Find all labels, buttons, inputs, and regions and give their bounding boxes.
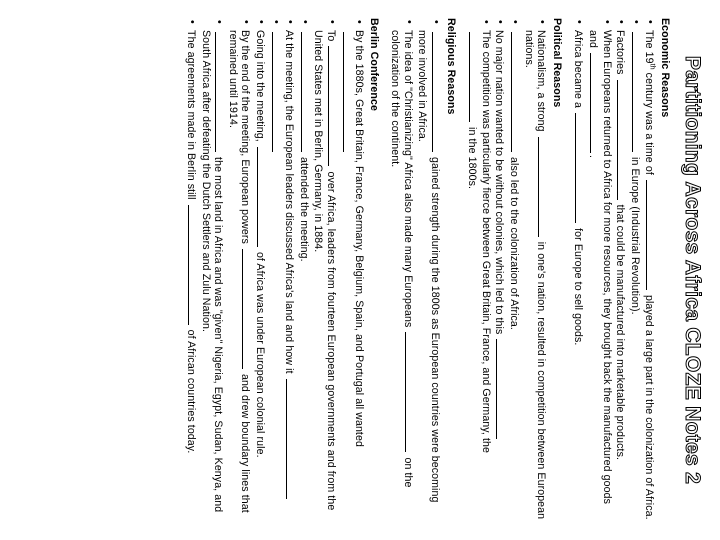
- text: on the colonization of the continent.: [389, 30, 414, 488]
- list-item: [522, 18, 548, 522]
- text: that could be manufactured into marketable products.: [614, 204, 627, 461]
- list-item: [507, 18, 521, 522]
- text: over Africa, leaders from fourteen European governments and from the United States met in Berlin, Germany, in 1884.: [312, 30, 337, 511]
- text: century was a time of: [643, 69, 656, 175]
- text: for Europe to sell goods.: [572, 228, 585, 346]
- fill-in-blank[interactable]: [469, 32, 479, 122]
- list-item: [199, 18, 225, 522]
- fill-in-blank[interactable]: [575, 113, 585, 223]
- list-item: [226, 18, 252, 522]
- text: To: [324, 30, 337, 42]
- fill-in-blank[interactable]: [646, 180, 656, 290]
- fill-in-blank[interactable]: [328, 46, 338, 166]
- text: Africa became a: [572, 30, 585, 109]
- text: in Europe (Industrial Revolution).: [628, 157, 641, 315]
- economic-reasons-section: [572, 18, 671, 522]
- text: By the 1880s, Great Britain, France, Germany, Belgium, Spain, and Portugal all wanted: [353, 30, 366, 447]
- fill-in-blank[interactable]: [272, 32, 282, 152]
- section-heading-religious: Religious Reasons: [444, 18, 457, 115]
- list-item: [466, 18, 492, 522]
- list-item: [389, 18, 415, 522]
- text: No major nation wanted to be without colonies, which led to this: [493, 30, 506, 335]
- text: The agreements made in Berlin still: [185, 30, 197, 200]
- text: .: [587, 155, 600, 159]
- fill-in-blank[interactable]: [215, 32, 225, 152]
- text: in the 1800s.: [466, 127, 479, 190]
- political-reasons-section: [466, 18, 563, 522]
- text: The idea of "Christianizing" Africa also made many Europeans: [401, 30, 414, 328]
- list-item: [416, 18, 442, 522]
- text: Going into the meeting,: [253, 30, 266, 142]
- worksheet: [8, 8, 712, 532]
- text: played a large part in the colonization of Africa.: [643, 294, 656, 520]
- text: of African countries today.: [185, 329, 197, 454]
- list-item: [614, 18, 628, 522]
- fill-in-blank[interactable]: [405, 332, 415, 452]
- fill-in-blank[interactable]: [188, 205, 198, 325]
- fill-in-blank[interactable]: [632, 32, 642, 152]
- text: Nationalism, a strong: [535, 30, 548, 132]
- list-item: [253, 18, 267, 522]
- fill-in-blank[interactable]: [538, 137, 548, 237]
- list-item: [628, 18, 642, 522]
- list-item: [297, 18, 311, 522]
- section-heading-political: Political Reasons: [550, 18, 563, 108]
- list-item: [572, 18, 586, 522]
- section-heading-economic: Economic Reasons: [659, 18, 671, 118]
- list-item: [586, 18, 612, 522]
- religious-list: [389, 18, 442, 522]
- fill-in-blank[interactable]: [343, 32, 353, 152]
- fill-in-blank[interactable]: [617, 80, 627, 200]
- text: When Europeans returned to Africa for more resources, they brought back the manufactured goods and: [587, 30, 613, 505]
- list-item: [493, 18, 507, 522]
- text: By the end of the meeting, European powers: [239, 30, 252, 244]
- text: gained strength during the 1800s as European countries were becoming more involved in Africa.: [416, 30, 442, 503]
- fill-in-blank[interactable]: [432, 32, 442, 152]
- berlin-list: [184, 18, 365, 522]
- fill-in-blank[interactable]: [286, 379, 296, 499]
- text: The 19: [643, 30, 656, 64]
- text: also led to the colonization of Africa.: [508, 157, 521, 330]
- section-heading-berlin: Berlin Conference: [367, 18, 380, 111]
- list-item: [339, 18, 365, 522]
- list-item: [643, 18, 657, 522]
- text: The competition was particularly fierce between Great Britain, France, and Germany, the: [479, 30, 492, 454]
- text: At the meeting, the European leaders discussed Africa's land and how it: [283, 30, 296, 374]
- fill-in-blank[interactable]: [257, 147, 267, 247]
- economic-list: [572, 18, 657, 522]
- berlin-conference-section: [184, 18, 379, 522]
- religious-reasons-section: [389, 18, 457, 522]
- fill-in-blank[interactable]: [590, 53, 600, 153]
- fill-in-blank[interactable]: [496, 339, 506, 439]
- fill-in-blank[interactable]: [511, 32, 521, 152]
- fill-in-blank[interactable]: [242, 249, 252, 369]
- list-item: [312, 18, 338, 522]
- page-title: Partitioning Across Africa CLOZE Notes 2: [681, 55, 704, 485]
- text: the most land in Africa and was "given" Nigeria, Egypt, Sudan, Kenya, and South Africa after defeating the Dutch Settlers and Zulu Nation.: [199, 30, 225, 513]
- text: and drew boundary lines that remained until 1914.: [226, 30, 252, 513]
- rotated-notes-page: [8, 8, 712, 532]
- text: Factories: [614, 30, 627, 75]
- political-list: [466, 18, 549, 522]
- list-item: [283, 18, 297, 522]
- text: attended the meeting.: [297, 157, 310, 262]
- text: of Africa was under European colonial rule.: [253, 251, 266, 458]
- superscript: th: [648, 63, 656, 70]
- list-item: [184, 18, 198, 522]
- list-item: [268, 18, 282, 522]
- text: in one's nation, resulted in competition between European nations.: [522, 30, 548, 520]
- fill-in-blank[interactable]: [301, 32, 311, 152]
